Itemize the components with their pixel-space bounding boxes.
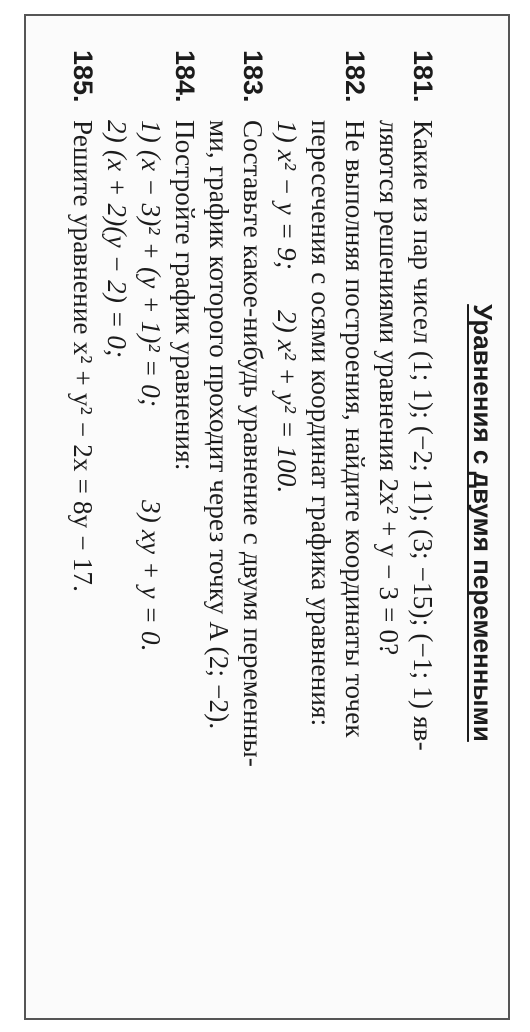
problem-number: 182. [340,50,370,103]
problem-item: 3) xy + y = 0. [136,500,166,652]
section-title: Уравнения с двумя переменными [468,304,498,742]
problem-text-line: Решите уравнение x² + y² − 2x = 8y − 17. [68,120,98,593]
rotated-page [40,28,510,1018]
problem-item: 2) x² + y² = 100. [272,310,302,494]
problem-text-line: ляются решениями уравнения 2x² + y − 3 = 0? [374,120,404,656]
problem-text-line: пересечения с осями координат графика уравнения: [306,120,336,727]
problem-number: 184. [170,50,200,103]
problem-item: 1) (x − 3)² + (y + 1)² = 0; [136,120,166,408]
problem-number: 181. [408,50,438,103]
problem-text-line: Не выполняя построения, найдите координаты точек [340,120,370,738]
problem-number: 183. [238,50,268,103]
problem-number: 185. [68,50,98,103]
problem-text-line: ми, график которого проходит через точку A (2; −2). [204,120,234,730]
problem-text-line: Какие из пар чисел (1; 1); (−2; 11); (3; −15); (−1; 1) яв- [408,120,438,751]
problem-item: 1) x² − y = 9; [272,120,302,271]
problem-text-line: Составьте какое-нибудь уравнение с двумя переменны- [238,120,268,768]
problem-text-line: Постройте график уравнения: [170,120,200,471]
problem-item: 2) (x + 2)(y − 2) = 0; [102,120,132,359]
